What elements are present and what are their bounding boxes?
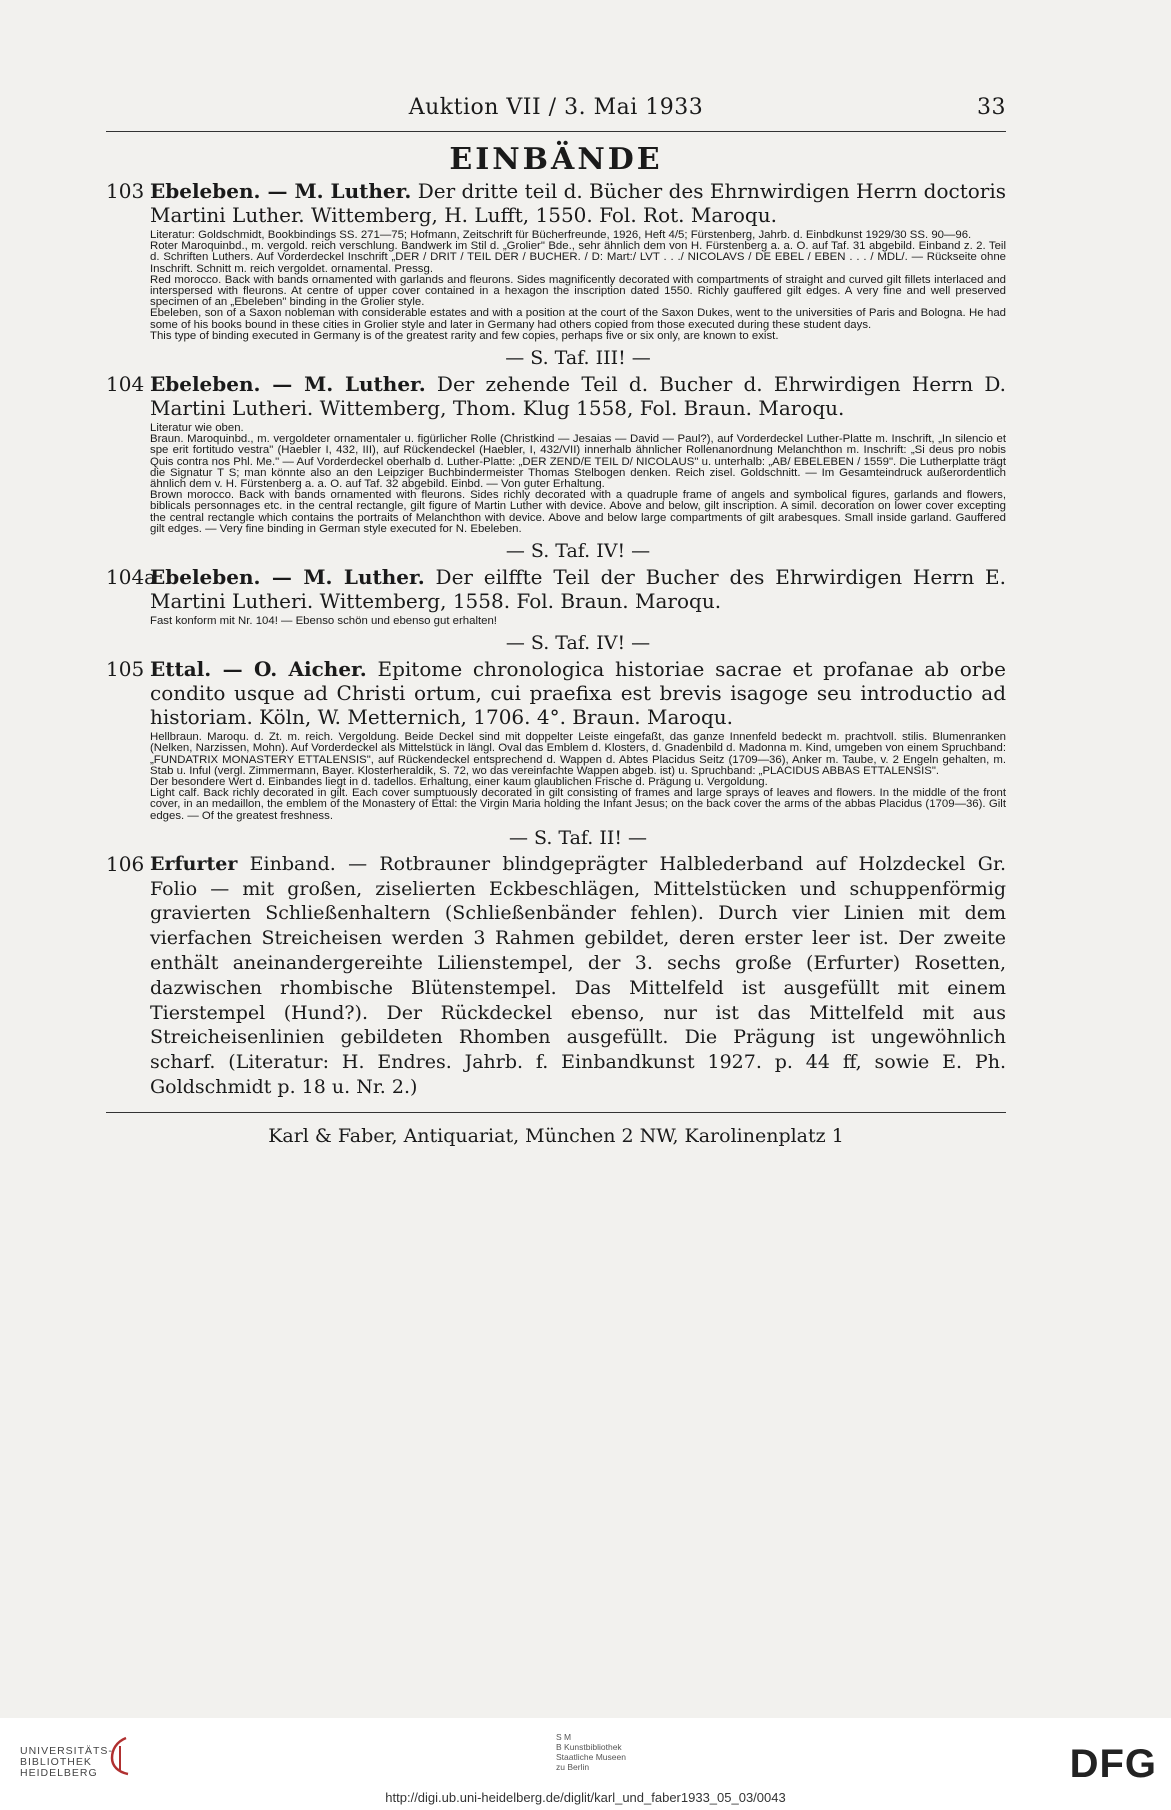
description-paragraph: Red morocco. Back with bands ornamented with garlands and fleurons. Sides magnificently decorated with compartments of straight and curved gilt fillets interlaced and interspersed with fleurons. At centre of upper cover contained in a hexagon the inscription dated 1550. Richly gauffered gilt edges. A very fine and well preserved specimen of an „Ebeleben" binding in the Grolier style. xyxy=(150,273,1006,309)
page-content xyxy=(106,95,1006,1147)
library-line: BIBLIOTHEK xyxy=(20,1756,92,1768)
description-paragraph: Brown morocco. Back with bands ornamented with fleurons. Sides richly decorated with a quadruple frame of angels and symbolical figures, garlands and flowers, biblicals personnages etc. in the central rectangle, gilt figure of Martin Luther with device. Above and below, gilt inscription. A simil. decoration on lower cover excepting the central rectangle which contains the portraits of Melanchthon with device. Above and below large compartments of gilt arabesques. Small inside garland. Gauffered gilt edges. — Very fine binding in German style executed for N. Ebeleben. xyxy=(150,489,1006,535)
entry-author: Ebeleben. — M. Luther. xyxy=(150,565,425,590)
footer-rule xyxy=(106,1112,1006,1113)
description-paragraph: Der besondere Wert d. Einbandes liegt in d. tadellos. Erhaltung, einer kaum glaublichen Frische d. Prägung u. Vergoldung. xyxy=(150,776,768,789)
entry-number: 105 xyxy=(106,657,145,682)
stamp-line: S M xyxy=(556,1732,572,1742)
source-url-link[interactable]: http://digi.ub.uni-heidelberg.de/diglit/karl_und_faber1933_05_03/0043 xyxy=(385,1790,786,1805)
catalog-entry-104a xyxy=(106,565,1006,627)
library-logo-text xyxy=(20,1746,113,1779)
entry-title: Der eilffte Teil der Bucher des Ehrwirdigen Herrn E. Martini Lutheri. Wittemberg, 1558. Fol. Braun. Maroqu. xyxy=(150,565,1007,614)
entry-heading xyxy=(150,852,1006,1100)
header-rule xyxy=(106,131,1006,132)
entry-number: 103 xyxy=(106,179,145,203)
museum-stamp xyxy=(556,1732,626,1772)
description-paragraph: Literatur: Goldschmidt, Bookbindings SS. 271—75; Hofmann, Zeitschrift für Bücherfreunde, 1926, Heft 4/5; Fürstenberg, Jahrb. d. Einbdkunst 1929/30 SS. 90—96. xyxy=(150,229,972,241)
description-paragraph: Hellbraun. Maroqu. d. Zt. m. reich. Vergoldung. Beide Deckel sind mit doppelter Leiste eingefaßt, das ganze Innenfeld bedeckt m. prachtvoll. stilis. Blumenranken (Nelken, Narzissen, Mohn). Auf Vorderdeckel als Mittelstück in längl. Oval das Emblem d. Klosters, d. Gnadenbild d. Madonna m. Kind, umgeben von einem Spruchband: „FUNDATRIX MONASTERY ETTALENSIS", auf Rückendeckel entsprechend d. Wappen d. Abtes Placidus Seitz (1709—36), Anker m. Taube, v. 2 Engeln gehalten, m. Stab u. Inful (vergl. Zimmermann, Bayer. Klosterheraldik, S. 72, wo das vereinfachte Wappen abgeb. ist) u. Spruchband: „PLACIDUS ABBAS ETTALENSIS". xyxy=(150,731,1006,777)
entry-title: Einband. — Rotbrauner blindgeprägter Halblederband auf Holzdeckel Gr. Folio — mit großen, ziselierten Eckbeschlägen, Mittelstücken und schuppenförmig gravierten Schließenhaltern (Schließenbänder fehlen). Durch vier Linien mit dem vierfachen Streicheisen werden 3 Rahmen gebildet, deren erster leer ist. Der zweite enthält aneinandergereihte Lilienstempel, der 3. sechs große (Erfurter) Rosetten, dazwischen rhombische Blütenstempel. Das Mittelfeld ist ausgefüllt mit einem Tierstempel (Hund?). Der Rückdeckel ebenso, nur ist das Mittelfeld mit aus Streicheisenlinien gebildeten Rhomben ausgefüllt. Die Prägung ist ungewöhnlich scharf. (Literatur: H. Endres. Jahrb. f. Einbandkunst 1927. p. 44 ff, sowie E. Ph. Goldschmidt p. 18 u. Nr. 2.) xyxy=(150,852,1006,1099)
catalog-entry-105 xyxy=(106,657,1006,822)
description-paragraph: Ebeleben, son of a Saxon nobleman with considerable estates and with a position at the court of the Saxon Dukes, went to the universities of Paris and Bologna. He had some of his books bound in these cities in Grolier style and later in Germany had others copied from those executed during these student days. xyxy=(150,307,1006,331)
entry-description xyxy=(150,732,1006,822)
entry-title: Epitome chronologica historiae sacrae et profanae ab orbe condito usque ad Christi ortum, cui praefixa est brevis isagoge seu introductio ad historiam. Köln, W. Metternich, 1706. 4°. Braun. Maroqu. xyxy=(150,657,1006,730)
entry-title: Der dritte teil d. Bücher des Ehrnwirdigen Herrn doctoris Martini Luther. Wittemberg, H. Lufft, 1550. Fol. Rot. Maroqu. xyxy=(150,179,1007,227)
entry-description xyxy=(150,616,1006,627)
section-title: EINBÄNDE xyxy=(449,142,663,177)
catalog-entry-104 xyxy=(106,372,1006,535)
entry-author: Erfurter xyxy=(150,852,238,875)
library-logo-icon xyxy=(108,1736,132,1776)
plate-reference: — S. Taf. IV! — xyxy=(505,632,651,655)
digitization-footer xyxy=(0,1718,1171,1810)
catalog-entry-106 xyxy=(106,852,1006,1100)
description-paragraph: This type of binding executed in Germany is of the greatest rarity and few copies, perhaps five or six only, are known to exist. xyxy=(150,329,779,342)
entry-author: Ebeleben. — M. Luther. xyxy=(150,179,412,203)
plate-reference: — S. Taf. IV! — xyxy=(505,540,651,563)
stamp-line: Staatliche Museen xyxy=(556,1752,626,1762)
entry-description xyxy=(150,230,1006,342)
library-line: HEIDELBERG xyxy=(20,1767,98,1779)
entry-number: 104 xyxy=(106,372,145,397)
entry-heading xyxy=(150,179,1006,227)
catalog-entry-103 xyxy=(106,179,1006,342)
publisher-imprint: Karl & Faber, Antiquariat, München 2 NW, Karolinenplatz 1 xyxy=(268,1124,844,1147)
entry-title: Der zehende Teil d. Bucher d. Ehrwirdigen Herrn D. Martini Lutheri. Wittemberg, Thom. Klug 1558, Fol. Braun. Maroqu. xyxy=(150,372,1007,421)
entry-number: 106 xyxy=(106,851,145,876)
description-paragraph: Fast konform mit Nr. 104! — Ebenso schön und ebenso gut erhalten! xyxy=(150,615,497,628)
plate-reference: — S. Taf. II! — xyxy=(508,826,648,849)
entry-author: Ebeleben. — M. Luther. xyxy=(150,372,426,397)
running-head-title: Auktion VII / 3. Mai 1933 xyxy=(408,95,704,120)
page-number: 33 xyxy=(977,95,1006,120)
plate-reference: — S. Taf. III! — xyxy=(505,347,651,370)
dfg-logo: DFG xyxy=(1069,1742,1157,1786)
library-line: UNIVERSITÄTS- xyxy=(20,1745,113,1757)
entry-heading xyxy=(150,657,1006,729)
entry-heading xyxy=(150,565,1006,613)
description-paragraph: Braun. Maroquinbd., m. vergoldeter ornamentaler u. figürlicher Rolle (Christkind — Jesaias — David — Paul?), auf Vorderdeckel Luther-Platte m. Inschrift, „In silencio et spe erit fortitudo vestra" (Haebler I, 432, III), auf Rückendeckel (Haebler, I, 432/VII) innerhalb ähnlicher Rollenanordnung Melanchthon m. Inschrift: „Si deus pro nobis Quis contra nos Phl. Me." — Auf Vorderdeckel oberhalb d. Luther-Platte: „DER ZEND/E TEIL D/ NICOLAUS" u. unterhalb: „AB/ EBELEBEN / 1559". Die Lutherplatte trägt die Signatur T S; man könnte also an den Leipziger Buchbindermeister Thomas Stelbogen denken. Reich zisel. Goldschnitt. — Im Gesamteindruck außerordentlich ähnlich dem v. H. Fürstenberg a. a. O. auf Taf. 32 abgebild. Einbd. — Von guter Erhaltung. xyxy=(150,433,1006,491)
entry-description xyxy=(150,423,1006,535)
description-paragraph: Light calf. Back richly decorated in gilt. Each cover sumptuously decorated in gilt consisting of frames and large sprays of leaves and flowers. In the middle of the front cover, in an medaillon, the emblem of the Monastery of Ettal: the Virgin Maria holding the Infant Jesus; on the back cover the arms of the abbas Placidus (1709—36). Gilt edges. — Of the greatest freshness. xyxy=(150,787,1006,822)
description-paragraph: Roter Maroquinbd., m. vergold. reich verschlung. Bandwerk im Stil d. „Grolier" Bde., sehr ähnlich dem von H. Fürstenberg a. a. O. auf Taf. 31 abgebild. Einband z. 2. Teil d. Schriften Luthers. Auf Vorderdeckel Inschrift „DER / DRIT / TEIL DER / BUCHER. / D: Mart:/ LVT . . ./ NICOLAVS / DE EBEL / EBEN . . . / MDL/. — Rückseite ohne Inschrift. Schnitt m. reich vergoldet. ornamental. Pressg. xyxy=(150,240,1006,275)
entry-author: Ettal. — O. Aicher. xyxy=(150,657,367,682)
stamp-line: zu Berlin xyxy=(556,1762,590,1772)
description-paragraph: Literatur wie oben. xyxy=(150,422,244,435)
stamp-line: B Kunstbibliothek xyxy=(556,1742,622,1752)
running-head xyxy=(106,95,1006,131)
entry-heading xyxy=(150,372,1006,420)
entry-number: 104a xyxy=(106,565,157,590)
